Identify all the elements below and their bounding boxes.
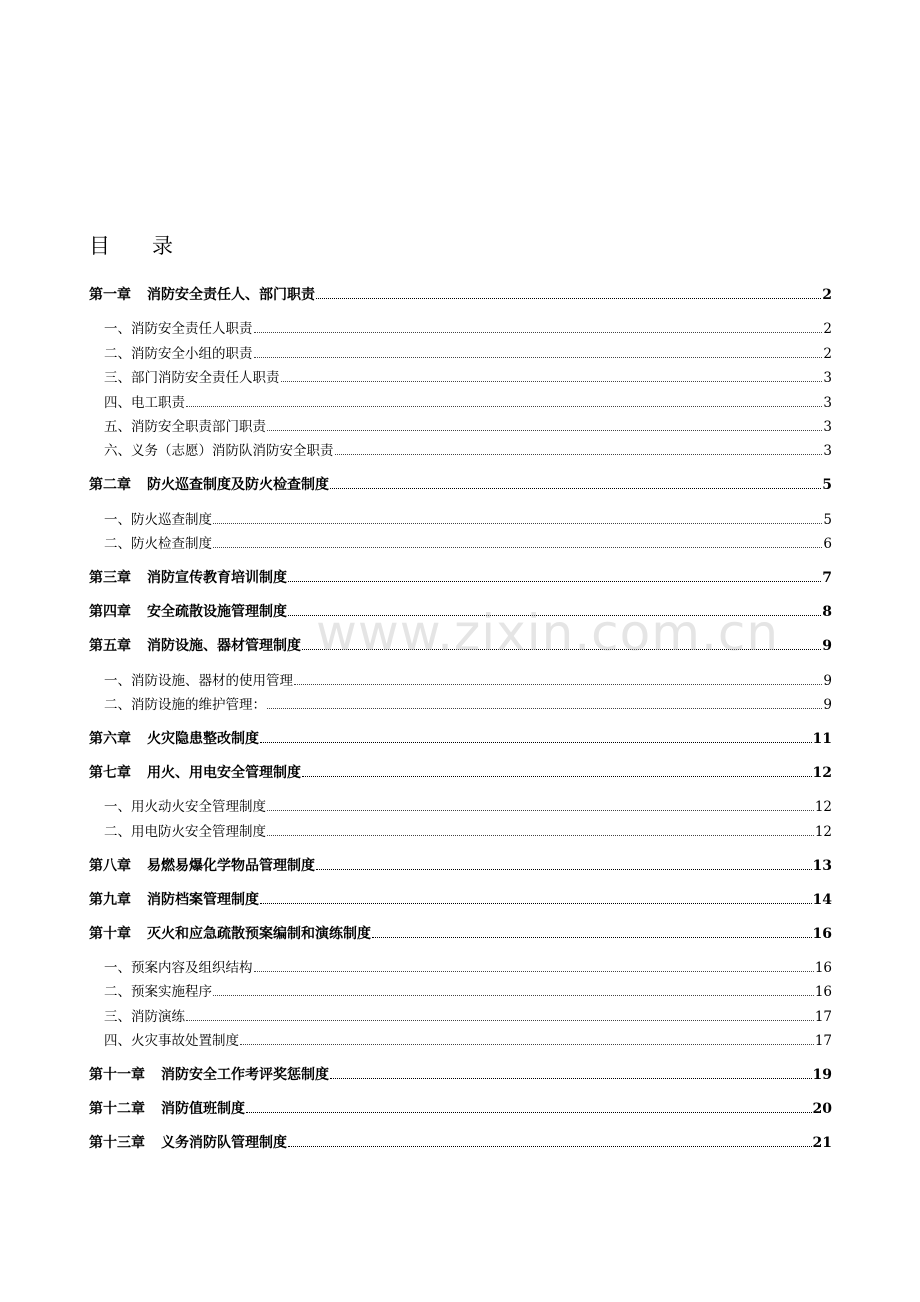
toc-entry-title: 消防档案管理制度 xyxy=(147,891,259,908)
toc-page-number: 2 xyxy=(823,345,832,362)
toc-entry-title: 消防设施、器材管理制度 xyxy=(147,638,301,655)
toc-section-entry[interactable] xyxy=(89,977,832,1001)
dot-leader xyxy=(267,430,822,431)
toc-chapter-entry[interactable] xyxy=(89,919,832,943)
toc-entry-title: 一、用火动火安全管理制度 xyxy=(104,799,266,816)
chapter-number: 第十一章 xyxy=(89,1067,145,1084)
toc-entry-title: 二、预案实施程序 xyxy=(104,984,212,1001)
dot-leader xyxy=(302,776,812,777)
chapter-number: 第十二章 xyxy=(89,1101,145,1118)
watermark: www.zixin.com.cn xyxy=(316,604,780,662)
toc-entry-title: 火灾隐患整改制度 xyxy=(147,730,259,747)
chapter-number: 第五章 xyxy=(89,638,131,655)
toc-section-entry[interactable] xyxy=(89,504,832,528)
toc-section-entry[interactable] xyxy=(89,1001,832,1025)
toc-page-number: 8 xyxy=(822,604,832,621)
toc-entry-label xyxy=(89,637,301,655)
toc-section-entry[interactable] xyxy=(89,314,832,338)
toc-page-number: 6 xyxy=(823,536,832,553)
toc-page-number: 13 xyxy=(812,857,832,874)
dot-leader xyxy=(267,810,814,811)
toc-page-number: 14 xyxy=(812,891,832,908)
toc-page-number: 16 xyxy=(814,984,832,1001)
dot-leader xyxy=(267,835,814,836)
toc-section-entry[interactable] xyxy=(89,953,832,977)
toc-entry-title: 三、部门消防安全责任人职责 xyxy=(104,370,280,387)
dot-leader xyxy=(288,615,821,616)
toc-entry-label xyxy=(104,345,253,363)
dot-leader xyxy=(302,649,821,650)
chapter-number: 第二章 xyxy=(89,477,131,494)
dot-leader xyxy=(260,903,812,904)
toc-entry-label xyxy=(104,442,334,460)
toc-entry-label xyxy=(104,1008,185,1026)
toc-entry-label xyxy=(89,764,301,782)
toc-entry-label xyxy=(89,1134,287,1152)
dot-leader xyxy=(254,971,814,972)
toc-entry-label xyxy=(104,983,212,1001)
toc-entry-label xyxy=(104,672,293,690)
dot-leader xyxy=(288,581,821,582)
toc-entry-label xyxy=(104,1032,239,1050)
dot-leader xyxy=(254,332,823,333)
toc-entry-title: 一、预案内容及组织结构 xyxy=(104,960,253,977)
dot-leader xyxy=(288,1146,812,1147)
toc-page-number: 3 xyxy=(823,394,832,411)
toc-entry-label xyxy=(89,286,315,304)
toc-page-number: 12 xyxy=(812,764,832,781)
toc-page-number: 3 xyxy=(823,418,832,435)
dot-leader xyxy=(213,995,814,996)
toc-entry-label xyxy=(89,569,287,587)
toc-entry-label xyxy=(104,394,185,412)
chapter-number: 第四章 xyxy=(89,604,131,621)
toc-entry-title: 灭火和应急疏散预案编制和演练制度 xyxy=(147,925,371,942)
toc-entry-title: 四、火灾事故处置制度 xyxy=(104,1033,239,1050)
chapter-number: 第八章 xyxy=(89,857,131,874)
toc-entry-title: 消防值班制度 xyxy=(161,1101,245,1118)
toc-chapter-entry[interactable] xyxy=(89,1060,832,1084)
toc-chapter-entry[interactable] xyxy=(89,1128,832,1152)
toc-entry-label xyxy=(104,798,266,816)
toc-entry-label xyxy=(104,511,212,529)
toc-page-number: 3 xyxy=(823,370,832,387)
toc-page-number: 9 xyxy=(823,672,832,689)
table-of-contents xyxy=(89,280,832,1152)
toc-chapter-entry[interactable] xyxy=(89,885,832,909)
toc-entry-label xyxy=(104,369,280,387)
toc-entry-title: 消防宣传教育培训制度 xyxy=(147,570,287,587)
toc-entry-label xyxy=(104,696,266,714)
chapter-number: 第九章 xyxy=(89,891,131,908)
toc-page-number: 7 xyxy=(822,570,832,587)
toc-entry-title: 三、消防演练 xyxy=(104,1008,185,1025)
toc-entry-label xyxy=(104,959,253,977)
dot-leader xyxy=(330,488,821,489)
toc-entry-title: 五、消防安全职责部门职责 xyxy=(104,418,266,435)
toc-page-number: 17 xyxy=(814,1033,832,1050)
toc-chapter-entry[interactable] xyxy=(89,280,832,304)
toc-section-entry[interactable] xyxy=(89,412,832,436)
toc-entry-label xyxy=(104,418,266,436)
dot-leader xyxy=(186,1020,814,1021)
toc-section-entry[interactable] xyxy=(89,363,832,387)
toc-entry-title: 一、消防设施、器材的使用管理 xyxy=(104,672,293,689)
toc-chapter-entry[interactable] xyxy=(89,470,832,494)
toc-entry-label xyxy=(89,476,329,494)
dot-leader xyxy=(267,708,822,709)
dot-leader xyxy=(213,547,822,548)
dot-leader xyxy=(246,1112,812,1113)
toc-section-entry[interactable] xyxy=(89,690,832,714)
toc-section-entry[interactable] xyxy=(89,387,832,411)
dot-leader xyxy=(281,381,823,382)
toc-page-number: 2 xyxy=(822,287,832,303)
toc-page-number: 16 xyxy=(812,925,832,942)
toc-entry-title: 消防安全工作考评奖惩制度 xyxy=(161,1067,329,1084)
toc-section-entry[interactable] xyxy=(89,792,832,816)
toc-entry-label xyxy=(89,891,259,909)
toc-section-entry[interactable] xyxy=(89,436,832,460)
toc-entry-label xyxy=(104,823,266,841)
toc-chapter-entry[interactable] xyxy=(89,724,832,748)
toc-page-number: 21 xyxy=(812,1135,832,1152)
toc-chapter-entry[interactable] xyxy=(89,631,832,655)
toc-page-number: 12 xyxy=(814,823,832,840)
chapter-number: 第一章 xyxy=(89,287,131,303)
dot-leader xyxy=(330,1078,812,1079)
toc-page-number: 17 xyxy=(814,1008,832,1025)
toc-entry-title: 消防安全责任人、部门职责 xyxy=(147,287,315,303)
toc-page-number: 19 xyxy=(812,1067,832,1084)
dot-leader xyxy=(186,406,822,407)
dot-leader xyxy=(316,298,821,299)
toc-entry-label xyxy=(89,1066,329,1084)
dot-leader xyxy=(254,357,823,358)
toc-entry-title: 义务消防队管理制度 xyxy=(161,1135,287,1152)
toc-chapter-entry[interactable] xyxy=(89,758,832,782)
toc-entry-label xyxy=(89,730,259,748)
dot-leader xyxy=(372,937,812,938)
toc-page-number: 11 xyxy=(812,730,832,747)
chapter-number: 第六章 xyxy=(89,730,131,747)
toc-title: 目 录 xyxy=(89,234,173,258)
toc-chapter-entry[interactable] xyxy=(89,851,832,875)
dot-leader xyxy=(335,454,823,455)
toc-section-entry[interactable] xyxy=(89,338,832,362)
dot-leader xyxy=(294,684,822,685)
toc-section-entry[interactable] xyxy=(89,816,832,840)
toc-page-number: 20 xyxy=(812,1101,832,1118)
toc-page-number: 12 xyxy=(814,799,832,816)
toc-entry-title: 一、消防安全责任人职责 xyxy=(104,321,253,338)
chapter-number: 第三章 xyxy=(89,570,131,587)
toc-entry-label xyxy=(89,603,287,621)
toc-section-entry[interactable] xyxy=(89,1026,832,1050)
toc-entry-title: 用火、用电安全管理制度 xyxy=(147,764,301,781)
toc-chapter-entry[interactable] xyxy=(89,597,832,621)
chapter-number: 第十章 xyxy=(89,925,131,942)
toc-entry-label xyxy=(104,535,212,553)
chapter-number: 第七章 xyxy=(89,764,131,781)
dot-leader xyxy=(213,523,822,524)
toc-entry-title: 四、电工职责 xyxy=(104,394,185,411)
toc-page-number: 16 xyxy=(814,960,832,977)
toc-entry-title: 二、消防设施的维护管理： xyxy=(104,696,266,713)
toc-entry-label xyxy=(89,925,371,943)
toc-entry-title: 安全疏散设施管理制度 xyxy=(147,604,287,621)
toc-page-number: 5 xyxy=(822,477,832,494)
toc-entry-title: 一、防火巡查制度 xyxy=(104,511,212,528)
toc-page-number: 9 xyxy=(823,696,832,713)
toc-entry-title: 二、防火检查制度 xyxy=(104,536,212,553)
dot-leader xyxy=(316,869,812,870)
toc-page-number: 9 xyxy=(822,638,832,655)
toc-section-entry[interactable] xyxy=(89,665,832,689)
toc-entry-title: 二、消防安全小组的职责 xyxy=(104,345,253,362)
toc-entry-title: 二、用电防火安全管理制度 xyxy=(104,823,266,840)
toc-entry-title: 防火巡查制度及防火检查制度 xyxy=(147,477,329,494)
toc-section-entry[interactable] xyxy=(89,529,832,553)
chapter-number: 第十三章 xyxy=(89,1135,145,1152)
toc-entry-label xyxy=(104,320,253,338)
toc-page-number: 3 xyxy=(823,443,832,460)
toc-entry-title: 易燃易爆化学物品管理制度 xyxy=(147,857,315,874)
toc-page-number: 5 xyxy=(823,511,832,528)
dot-leader xyxy=(240,1044,814,1045)
toc-page-number: 2 xyxy=(823,321,832,338)
dot-leader xyxy=(260,742,812,743)
toc-chapter-entry[interactable] xyxy=(89,1094,832,1118)
toc-entry-label xyxy=(89,1100,245,1118)
toc-entry-title: 六、义务（志愿）消防队消防安全职责 xyxy=(104,443,334,460)
toc-entry-label xyxy=(89,857,315,875)
toc-chapter-entry[interactable] xyxy=(89,563,832,587)
